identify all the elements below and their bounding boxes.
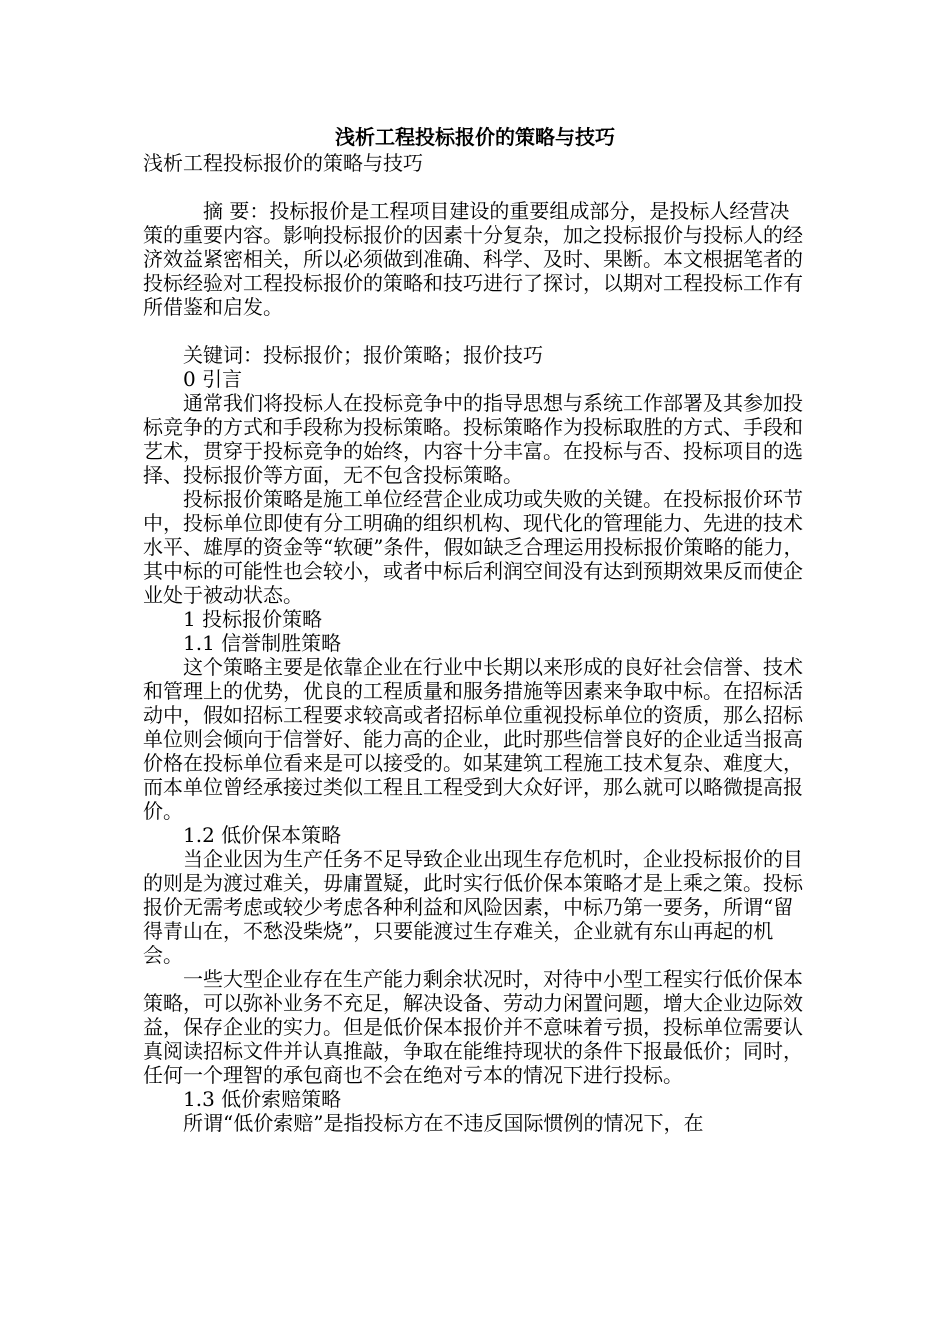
- body-paragraph: 这个策略主要是依靠企业在行业中长期以来形成的良好社会信誉、技术和管理上的优势，优良的工程质量和服务措施等因素来争取中标。在招标活动中，假如招标工程要求较高或者招标单位重视投标单位的资质，那么招标单位则会倾向于信誉好、能力高的企业，此时那些信誉良好的企业适当报高价格在投标单位看来是可以接受的。如某建筑工程施工技术复杂、难度大，而本单位曾经承接过类似工程且工程受到大众好评，那么就可以略微提高报价。: [143, 655, 803, 823]
- subsection-heading: 1.1 信誉制胜策略: [183, 631, 342, 655]
- document-body: [143, 151, 807, 1135]
- subsection-heading: 1.3 低价索赔策略: [183, 1087, 342, 1111]
- keywords-line: 关键词：投标报价；报价策略；报价技巧: [183, 343, 543, 367]
- body-paragraph: 所谓“低价索赔”是指投标方在不违反国际惯例的情况下，在: [183, 1111, 704, 1135]
- body-paragraph: 投标报价策略是施工单位经营企业成功或失败的关键。在投标报价环节中，投标单位即使有分工明确的组织机构、现代化的管理能力、先进的技术水平、雄厚的资金等“软硬”条件，假如缺乏合理运用投标报价策略的能力，其中标的可能性也会较小，或者中标后利润空间没有达到预期效果反而使企业处于被动状态。: [143, 487, 804, 607]
- section-heading: 0 引言: [183, 367, 243, 391]
- body-paragraph: 当企业因为生产任务不足导致企业出现生存危机时，企业投标报价的目的则是为渡过难关，毋庸置疑，此时实行低价保本策略才是上乘之策。投标报价无需考虑或较少考虑各种利益和风险因素，中标乃第一要务，所谓“留得青山在，不愁没柴烧”，只要能渡过生存难关，企业就有东山再起的机会。: [143, 847, 803, 967]
- section-heading: 1 投标报价策略: [183, 607, 323, 631]
- abstract-paragraph: 摘 要：投标报价是工程项目建设的重要组成部分，是投标人经营决策的重要内容。影响投标报价的因素十分复杂，加之投标报价与投标人的经济效益紧密相关，所以必须做到准确、科学、及时、果断。本文根据笔者的投标经验对工程投标报价的策略和技巧进行了探讨，以期对工程投标工作有所借鉴和启发。: [143, 199, 803, 319]
- subsection-heading: 1.2 低价保本策略: [183, 823, 342, 847]
- document-subtitle: 浅析工程投标报价的策略与技巧: [143, 151, 423, 175]
- body-paragraph: 一些大型企业存在生产能力剩余状况时，对待中小型工程实行低价保本策略，可以弥补业务不充足，解决设备、劳动力闲置问题，增大企业边际效益，保存企业的实力。但是低价保本报价并不意味着亏损，投标单位需要认真阅读招标文件并认真推敲，争取在能维持现状的条件下报最低价；同时，任何一个理智的承包商也不会在绝对亏本的情况下进行投标。: [143, 967, 803, 1087]
- document-title: 浅析工程投标报价的策略与技巧: [335, 125, 615, 149]
- body-paragraph: 通常我们将投标人在投标竞争中的指导思想与系统工作部署及其参加投标竞争的方式和手段称为投标策略。投标策略作为投标取胜的方式、手段和艺术，贯穿于投标竞争的始终，内容十分丰富。在投标与否、投标项目的选择、投标报价等方面，无不包含投标策略。: [143, 391, 803, 487]
